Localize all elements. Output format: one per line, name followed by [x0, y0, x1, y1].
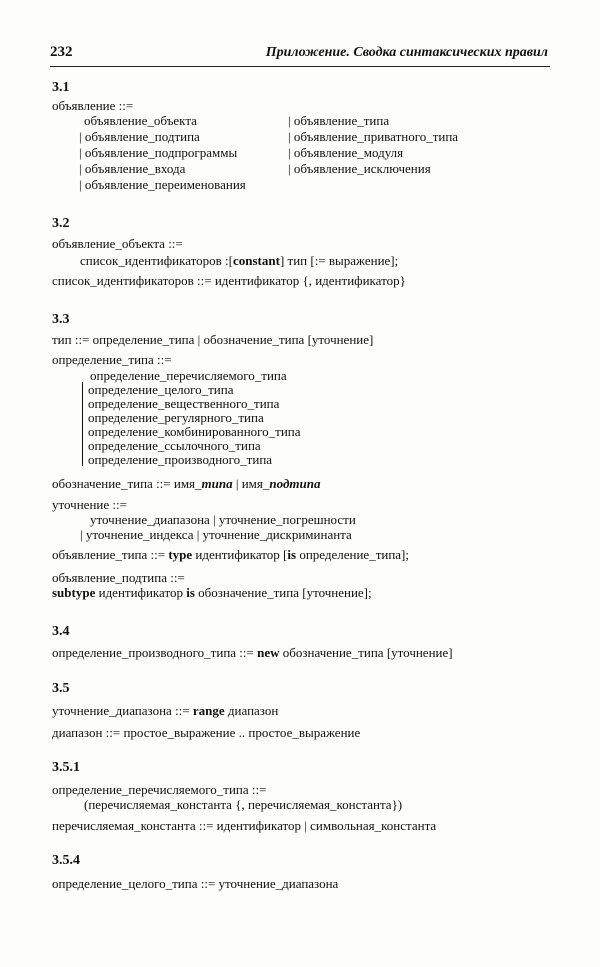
rule-line: объявление ::=: [52, 98, 134, 113]
rule-line: уточнение_диапазона ::= range диапазон: [52, 703, 279, 718]
keyword: subtype: [52, 585, 96, 600]
rule-line: subtype идентификатор is обозначение_типа [уточнение];: [52, 585, 372, 600]
rule-line: определение_перечисляемого_типа: [90, 368, 287, 383]
rule-line: объявление_объекта: [84, 113, 197, 128]
rule-line: | объявление_переименования: [79, 177, 246, 192]
page-header: [50, 44, 550, 67]
rule-line: | объявление_приватного_типа: [288, 129, 459, 144]
rule-line: (перечисляемая_константа {, перечисляемая_константа}): [84, 797, 403, 812]
keyword: type: [168, 547, 193, 562]
rule-line: объявление_объекта ::=: [52, 236, 183, 251]
rule-line: | объявление_подпрограммы: [79, 145, 238, 160]
running-title: Приложение. Сводка синтаксических правил: [265, 45, 548, 60]
rule-line: список_идентификаторов :[constant] тип [:= выражение];: [80, 253, 399, 268]
rule-line: объявление_подтипа ::=: [52, 570, 185, 585]
rule-line: | объявление_типа: [288, 113, 390, 128]
rule-line: | уточнение_индекса | уточнение_дискриминанта: [80, 527, 352, 542]
rule-line: тип ::= определение_типа | обозначение_типа [уточнение]: [52, 332, 374, 347]
keyword: constant: [232, 253, 280, 268]
section-number: 3.2: [52, 216, 70, 231]
rule-line: определение_ссылочного_типа: [88, 438, 261, 453]
rule-line: определение_комбинированного_типа: [88, 424, 301, 439]
rule-line: определение_целого_типа ::= уточнение_диапазона: [52, 876, 339, 891]
rule-line: определение_производного_типа: [88, 452, 273, 467]
section-number: 3.3: [52, 312, 70, 327]
rule-line: | объявление_исключения: [288, 161, 431, 176]
rule-line: уточнение_диапазона | уточнение_погрешности: [90, 512, 356, 527]
section-number: 3.5.4: [52, 853, 80, 868]
rule-line: объявление_типа ::= type идентификатор [is определение_типа];: [52, 547, 409, 562]
keyword: new: [257, 645, 280, 660]
rule-line: | объявление_подтипа: [79, 129, 200, 144]
rule-line: определение_производного_типа ::= new обозначение_типа [уточнение]: [52, 645, 453, 660]
rule-line: определение_целого_типа: [88, 382, 234, 397]
keyword: is: [287, 547, 297, 562]
rule-line: | объявление_модуля: [288, 145, 404, 160]
section-number: 3.5.1: [52, 760, 80, 775]
section-number: 3.4: [52, 624, 70, 639]
keyword: is: [186, 585, 195, 600]
rule-line: уточнение ::=: [52, 497, 127, 512]
rule-line: диапазон ::= простое_выражение .. простое_выражение: [52, 725, 361, 740]
section-number: 3.1: [52, 80, 70, 95]
rule-line: | объявление_входа: [79, 161, 186, 176]
page-number: 232: [50, 44, 73, 60]
rule-line: перечисляемая_константа ::= идентификатор | символьная_константа: [52, 818, 437, 833]
rule-line: определение_типа ::=: [52, 352, 172, 367]
section-number: 3.5: [52, 681, 70, 696]
rule-line: определение_перечисляемого_типа ::=: [52, 782, 267, 797]
rule-line: определение_регулярного_типа: [88, 410, 264, 425]
alternative-bar: [82, 382, 83, 466]
rule-line: список_идентификаторов ::= идентификатор {, идентификатор}: [52, 273, 406, 288]
keyword: range: [192, 703, 225, 718]
rule-line: обозначение_типа ::= имя_типа | имя_подтипа: [52, 476, 321, 491]
rule-line: определение_вещественного_типа: [88, 396, 280, 411]
